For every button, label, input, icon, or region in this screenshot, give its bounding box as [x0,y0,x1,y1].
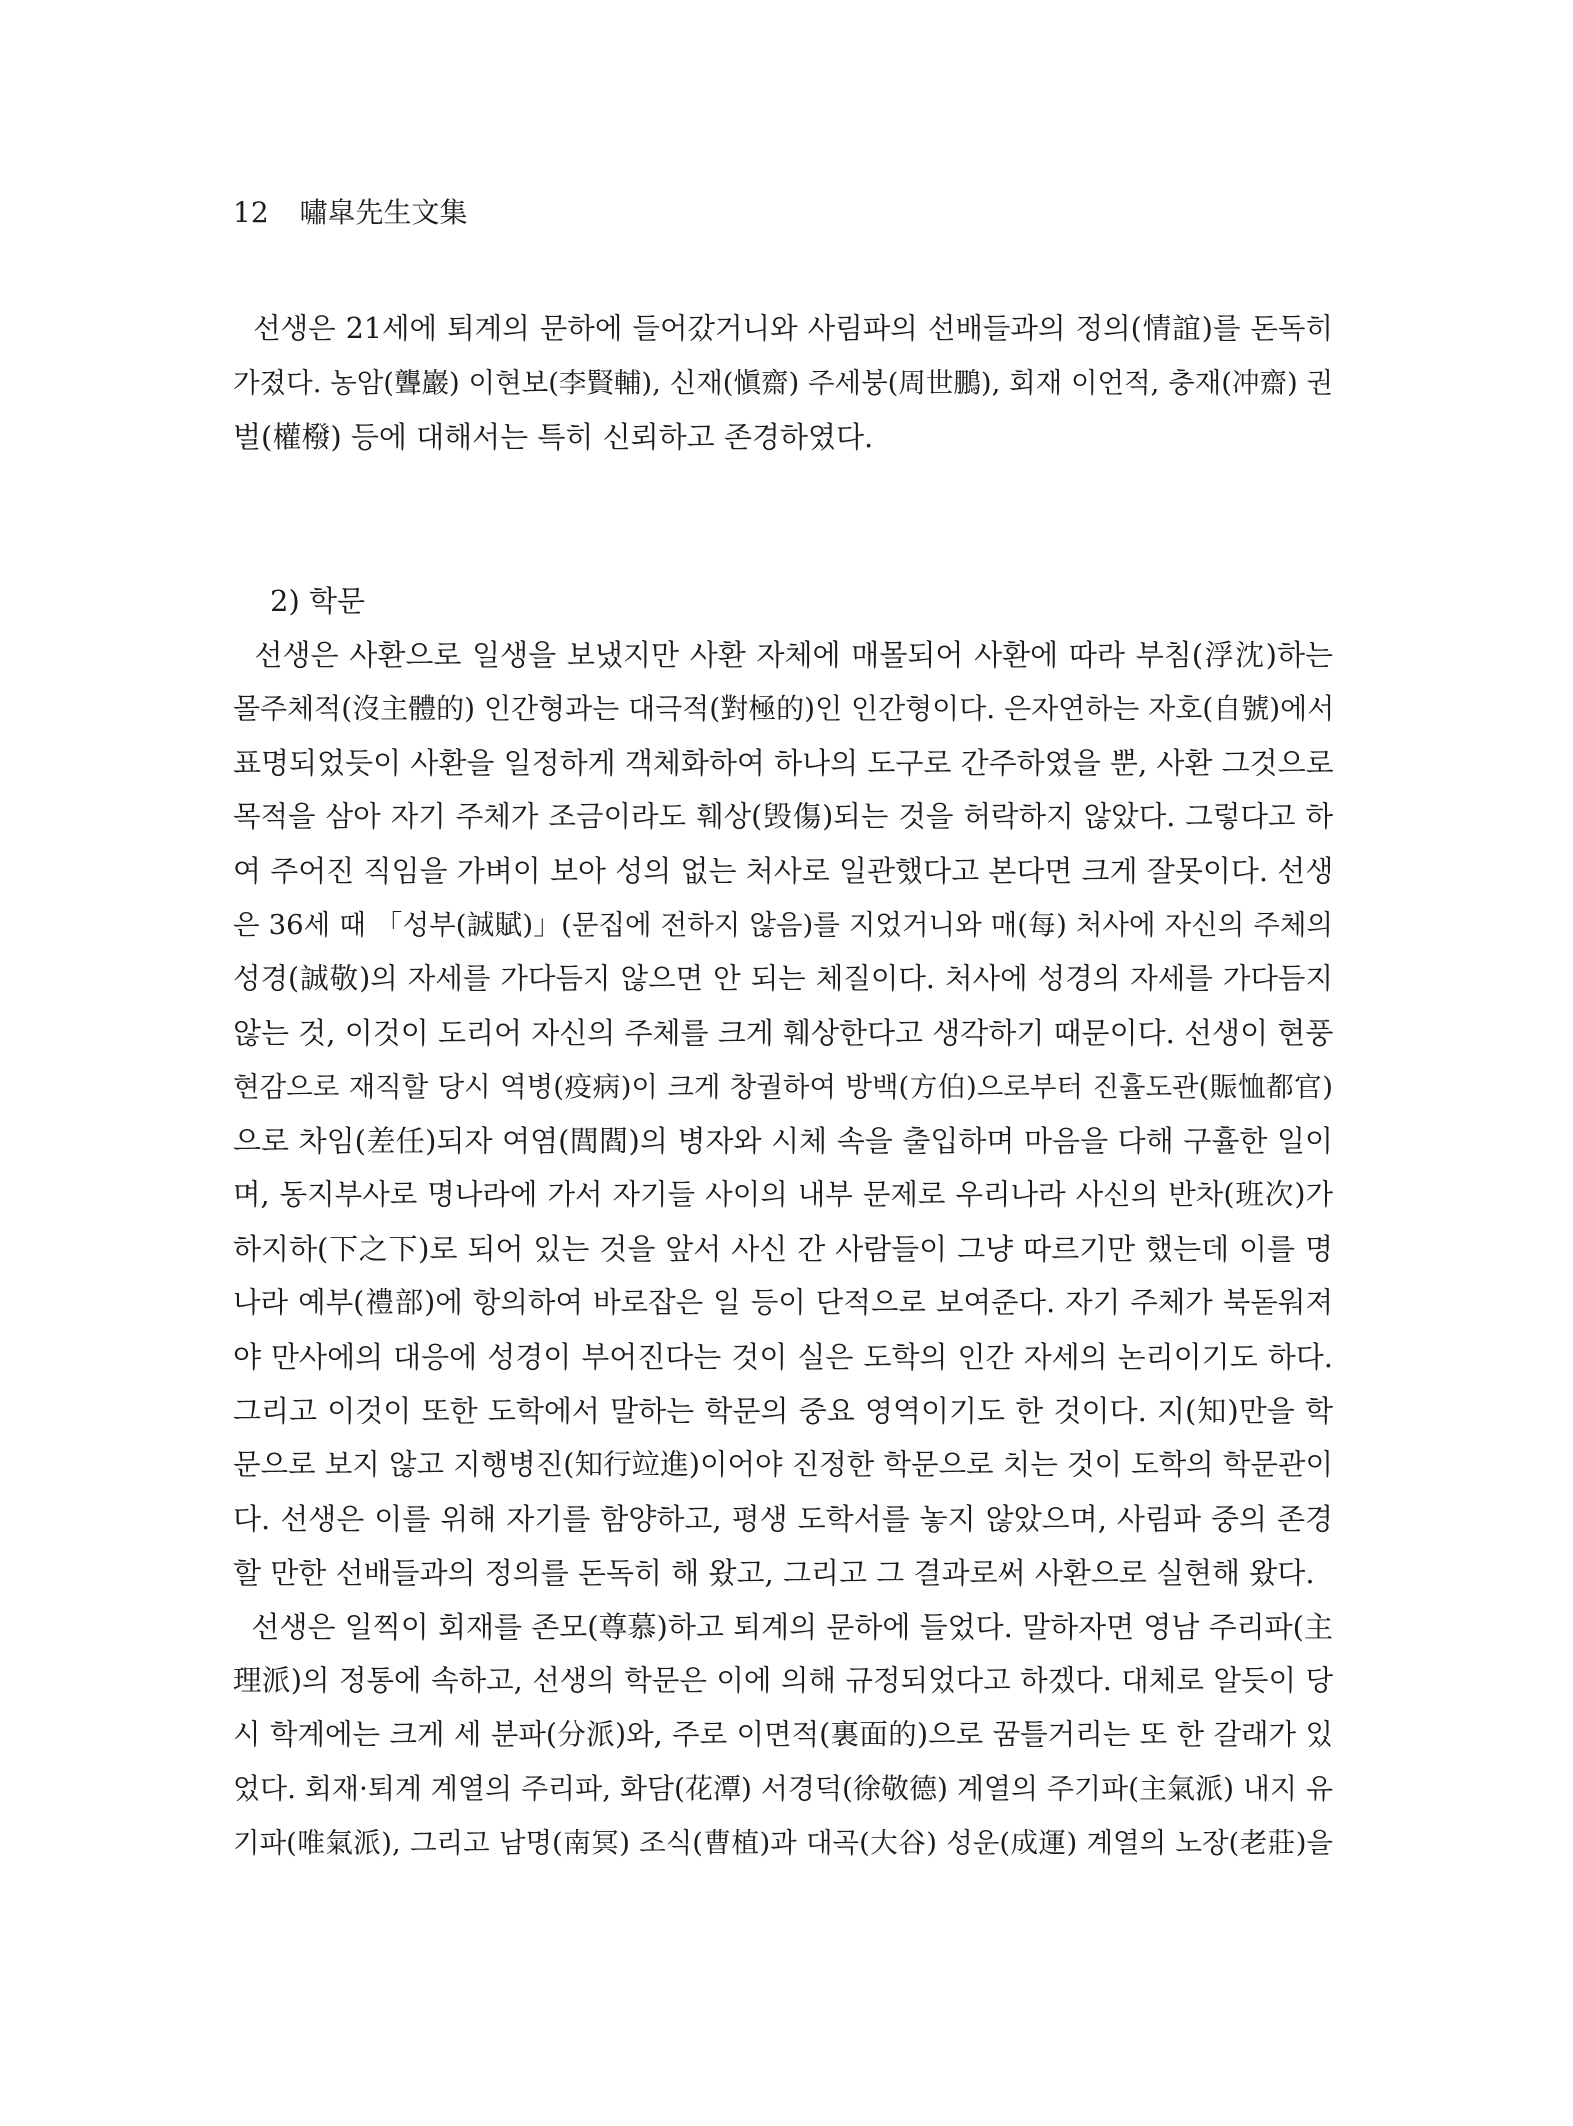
text-line: 하지하(下之下)로 되어 있는 것을 앞서 사신 간 사람들이 그냥 따르기만 했는데 이를 명 [233,1232,1333,1266]
text-line: 몰주체적(沒主體的) 인간형과는 대극적(對極的)인 인간형이다. 은자연하는 자호(自號)에서 [233,692,1335,725]
text-line: 야 만사에의 대응에 성경이 부어진다는 것이 실은 도학의 인간 자세의 논리이기도 하다. [233,1340,1333,1374]
text-line: 선생은 사환으로 일생을 보냈지만 사환 자체에 매몰되어 사환에 따라 부침(浮沈)하는 [233,638,1333,672]
section-heading: 2) 학문 [270,584,366,618]
book-title: 嘯皐先生文集 [299,196,468,229]
text-line: 가졌다. 농암(聾巖) 이현보(李賢輔), 신재(愼齋) 주세붕(周世鵬), 회재 이언적, 충재(冲齋) 권 [233,367,1334,399]
text-line: 선생은 21세에 퇴계의 문하에 들어갔거니와 사림파의 선배들과의 정의(情誼)를 돈독히 [233,312,1333,345]
text-line: 기파(唯氣派), 그리고 남명(南冥) 조식(曹植)과 대곡(大谷) 성운(成運) 계열의 노장(老莊)을 [233,1827,1333,1859]
text-line: 은 36세 때 「성부(誠賦)」(문집에 전하지 않음)를 지었거니와 매(每) 처사에 자신의 주체의 [233,909,1333,941]
paragraph-scholarship [233,628,1333,1600]
text-line: 다. 선생은 이를 위해 자기를 함양하고, 평생 도학서를 놓지 않았으며, 사림파 중의 존경 [233,1502,1333,1536]
text-line: 며, 동지부사로 명나라에 가서 자기들 사이의 내부 문제로 우리나라 사신의 반차(班次)가 [233,1178,1333,1211]
text-line: 성경(誠敬)의 자세를 가다듬지 않으면 안 되는 체질이다. 처사에 성경의 자세를 가다듬지 [233,962,1333,995]
text-line: 않는 것, 이것이 도리어 자신의 주체를 크게 훼상한다고 생각하기 때문이다. 선생이 현풍 [233,1016,1334,1050]
text-line: 나라 예부(禮部)에 항의하여 바로잡은 일 등이 단적으로 보여준다. 자기 주체가 북돋워져 [233,1286,1333,1319]
text-line: 벌(權橃) 등에 대해서는 특히 신뢰하고 존경하였다. [233,420,874,454]
text-line: 여 주어진 직임을 가벼이 보아 성의 없는 처사로 일관했다고 본다면 크게 잘못이다. 선생 [233,854,1334,888]
paragraph-friendship [233,302,1333,464]
page-header [233,193,468,233]
text-line: 理派)의 정통에 속하고, 선생의 학문은 이에 의해 규정되었다고 하겠다. 대체로 알듯이 당 [233,1664,1333,1697]
text-line: 으로 차임(差任)되자 여염(閭閻)의 병자와 시체 속을 출입하며 마음을 다해 구휼한 일이 [233,1124,1333,1158]
text-line: 목적을 삼아 자기 주체가 조금이라도 훼상(毁傷)되는 것을 허락하지 않았다. 그렇다고 하 [233,800,1333,833]
text-line: 그리고 이것이 또한 도학에서 말하는 학문의 중요 영역이기도 한 것이다. 지(知)만을 학 [233,1394,1333,1428]
page-number: 12 [233,196,269,229]
text-line: 현감으로 재직할 당시 역병(疫病)이 크게 창궐하여 방백(方伯)으로부터 진휼도관(賑恤都官) [233,1071,1333,1103]
text-line: 선생은 일찍이 회재를 존모(尊慕)하고 퇴계의 문하에 들었다. 말하자면 영남 주리파(主 [233,1610,1333,1644]
text-line: 표명되었듯이 사환을 일정하게 객체화하여 하나의 도구로 간주하였을 뿐, 사환 그것으로 [233,746,1334,780]
text-line: 시 학계에는 크게 세 분파(分派)와, 주로 이면적(裏面的)으로 꿈틀거리는 또 한 갈래가 있 [233,1718,1333,1751]
text-line: 문으로 보지 않고 지행병진(知行竝進)이어야 진정한 학문으로 치는 것이 도학의 학문관이 [233,1448,1333,1481]
text-line: 할 만한 선배들과의 정의를 돈독히 해 왔고, 그리고 그 결과로써 사환으로 실현해 왔다. [233,1556,1315,1590]
text-line: 었다. 회재·퇴계 계열의 주리파, 화담(花潭) 서경덕(徐敬德) 계열의 주기파(主氣派) 내지 유 [233,1772,1333,1805]
paragraph-lineage [233,1600,1333,1870]
